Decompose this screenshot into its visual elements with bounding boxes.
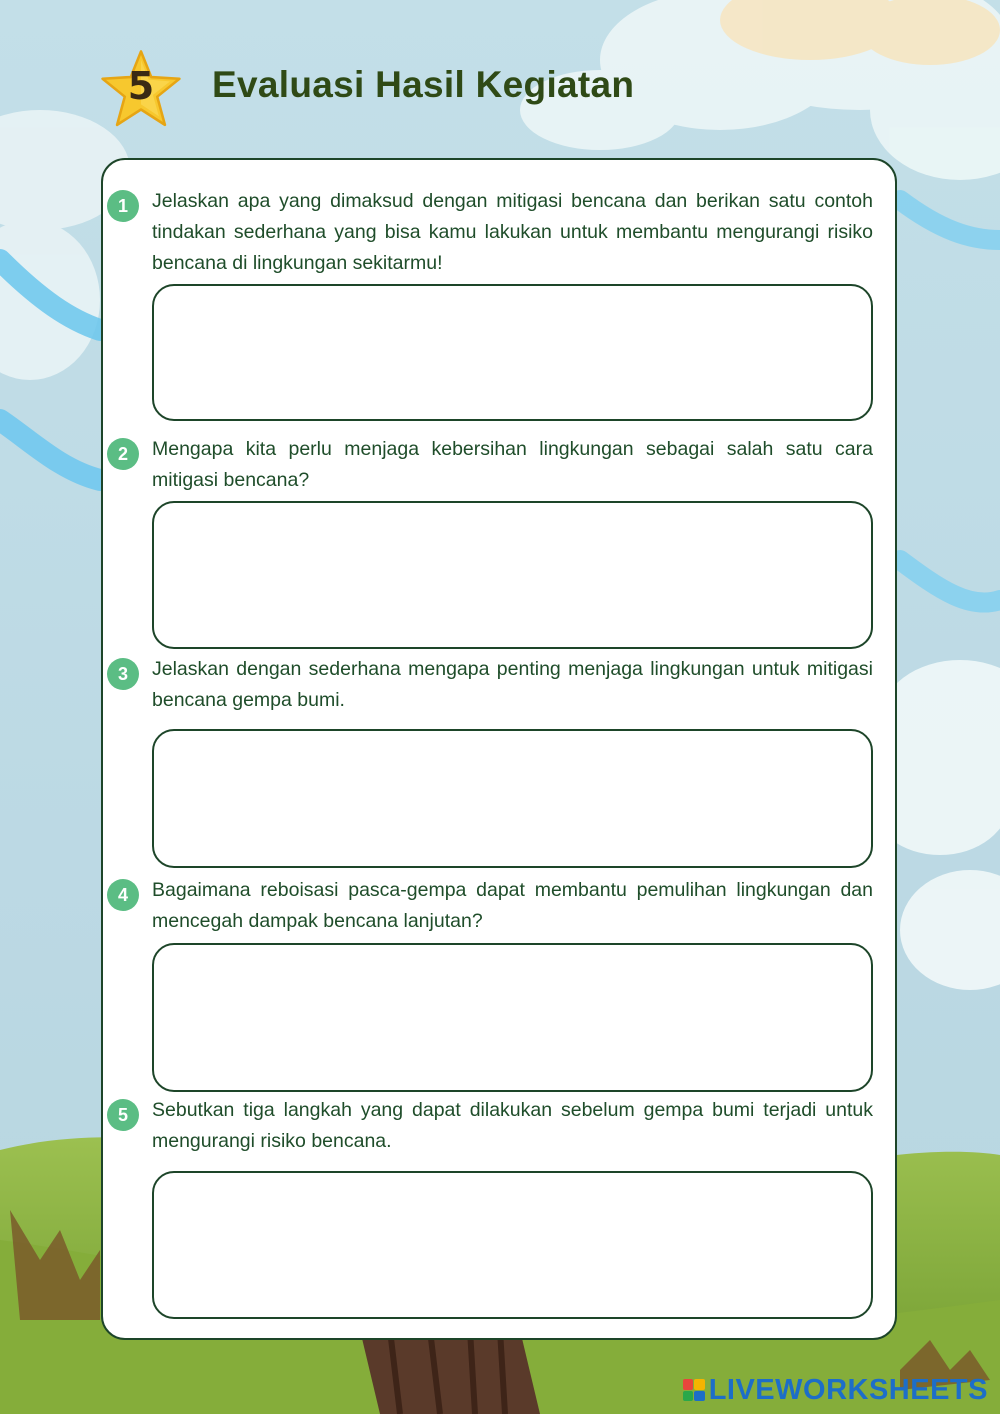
section-header (0, 0, 1000, 150)
answer-box-1[interactable] (152, 284, 873, 421)
question-number-badge: 1 (107, 190, 139, 222)
tree-trunk (360, 1330, 540, 1414)
question-text: Jelaskan dengan sederhana mengapa penting menjaga lingkungan untuk mitigasi bencana gempa bumi. (152, 658, 873, 711)
answer-box-4[interactable] (152, 943, 873, 1092)
page-title: Evaluasi Hasil Kegiatan (212, 64, 635, 105)
question-text: Sebutkan tiga langkah yang dapat dilakukan sebelum gempa bumi terjadi untuk mengurangi risiko bencana. (152, 1099, 873, 1152)
answer-box-2[interactable] (152, 501, 873, 649)
question-text: Jelaskan apa yang dimaksud dengan mitigasi bencana dan berikan satu contoh tindakan sederhana yang bisa kamu lakukan untuk membantu mengurangi risiko bencana di lingkungan sekitarmu! (152, 190, 873, 274)
question-text: Mengapa kita perlu menjaga kebersihan lingkungan sebagai salah satu cara mitigasi bencana? (152, 438, 873, 491)
answer-box-5[interactable] (152, 1171, 873, 1319)
answer-box-3[interactable] (152, 729, 873, 868)
question-number-badge: 2 (107, 438, 139, 470)
liveworksheets-icon (683, 1379, 705, 1401)
liveworksheets-logo (683, 1372, 988, 1408)
question-number-badge: 5 (107, 1099, 139, 1131)
worksheet-card (101, 158, 897, 1340)
question-number-badge: 4 (107, 879, 139, 911)
section-number: 5 (127, 64, 155, 108)
question-text: Bagaimana reboisasi pasca-gempa dapat membantu pemulihan lingkungan dan mencegah dampak bencana lanjutan? (152, 879, 873, 932)
question-number-badge: 3 (107, 658, 139, 690)
brand-text: LIVEWORKSHEETS (708, 1373, 988, 1406)
